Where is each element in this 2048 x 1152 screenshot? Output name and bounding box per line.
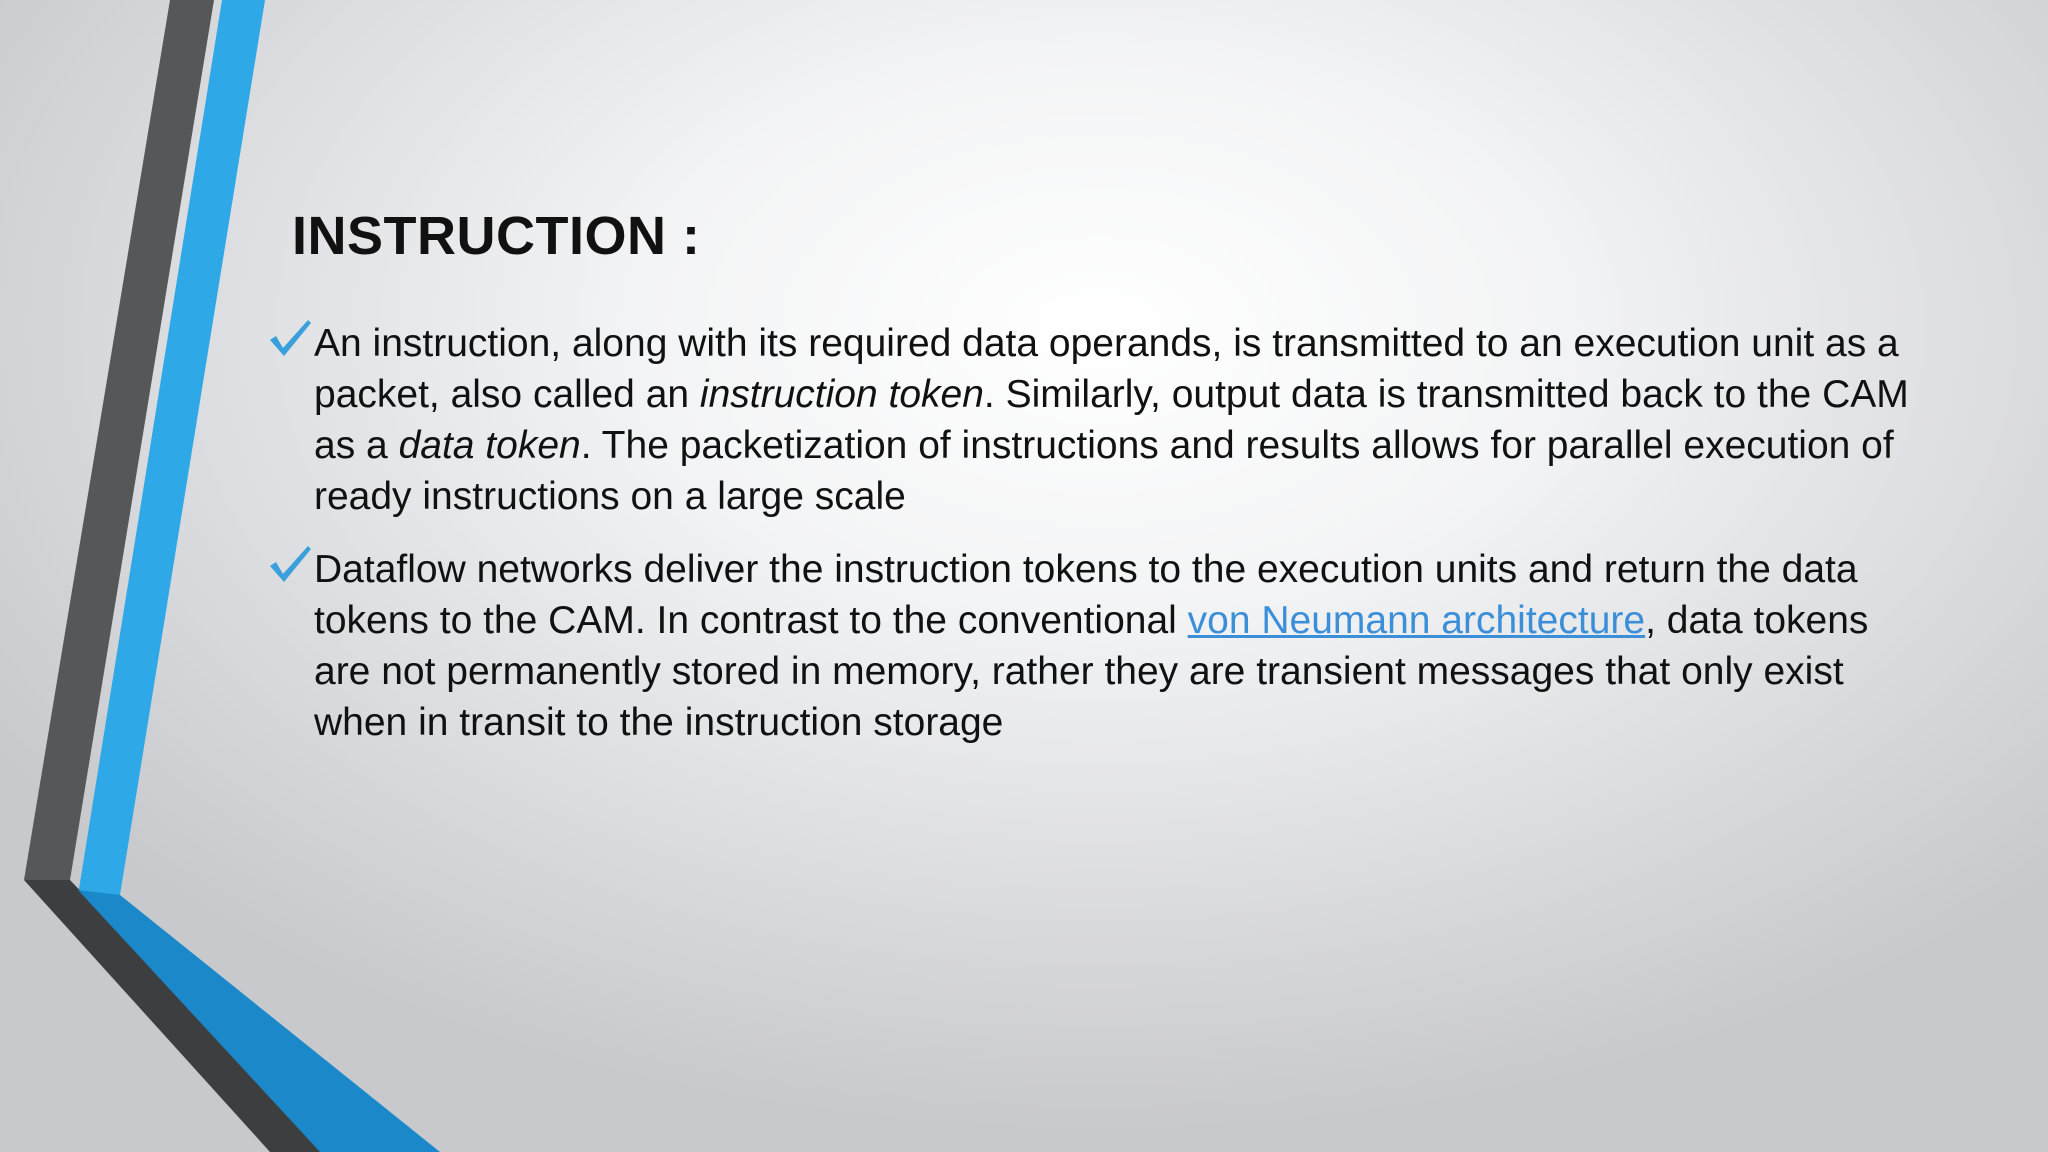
bullet-item-dataflow-networks bbox=[268, 544, 1918, 748]
bullet-item-instruction-token bbox=[268, 318, 1918, 522]
bullet-text: . Similarly, output data is transmitted back to the CAM as a bbox=[314, 373, 1909, 467]
bullet-text: , data tokens are not permanently stored in memory, rather they are transient messages that only exist when in transit to the instruction storage bbox=[314, 599, 1869, 744]
bullet-text: Dataflow networks deliver the instruction tokens to the execution units and return the data tokens to the CAM. In contrast to the conventional bbox=[314, 548, 1858, 642]
bullet-list bbox=[268, 318, 1918, 770]
emphasis-instruction-token: instruction token bbox=[699, 373, 984, 416]
emphasis-data-token: data token bbox=[398, 424, 581, 467]
bullet-text: An instruction, along with its required data operands, is transmitted to an execution unit as a packet, also called an bbox=[314, 322, 1899, 416]
slide-title: INSTRUCTION : bbox=[292, 206, 701, 266]
check-icon bbox=[268, 318, 312, 360]
bullet-text: . The packetization of instructions and results allows for parallel execution of ready instructions on a large scale bbox=[314, 424, 1894, 518]
von-neumann-link[interactable]: von Neumann architecture bbox=[1187, 599, 1646, 642]
check-icon bbox=[268, 544, 312, 586]
